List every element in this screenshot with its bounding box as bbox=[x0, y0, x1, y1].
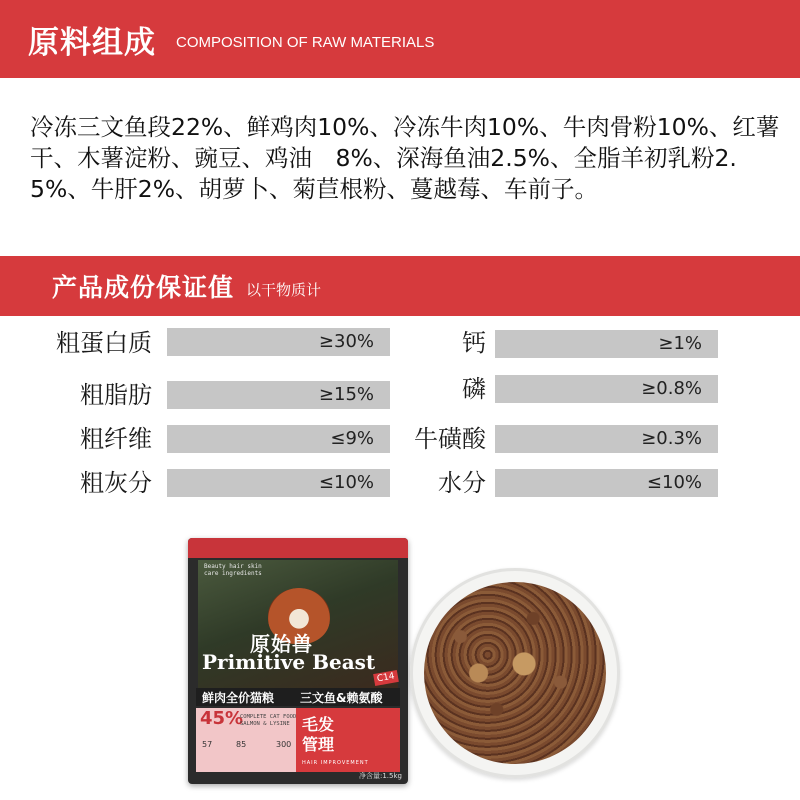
nutrient-label: 粗蛋白质 bbox=[56, 329, 152, 357]
nutrient-value-bar: ≥30% bbox=[167, 328, 390, 356]
package-badge: C14 bbox=[373, 670, 398, 686]
package-stat-2: 85 bbox=[236, 740, 247, 749]
raw-materials-title-en: COMPOSITION OF RAW MATERIALS bbox=[176, 33, 435, 51]
guarantee-title: 产品成份保证值 bbox=[52, 273, 235, 302]
nutrient-label: 粗灰分 bbox=[80, 469, 152, 497]
package-line-flavor: 三文鱼&赖氨酸 bbox=[300, 691, 383, 705]
food-bowl-image bbox=[410, 568, 620, 778]
nutrient-label: 粗脂肪 bbox=[80, 381, 152, 409]
nutrient-value-bar: ≤9% bbox=[167, 425, 390, 453]
nutrient-value-bar: ≥15% bbox=[167, 381, 390, 409]
package-line-cn: 鲜肉全价猫粮 bbox=[202, 691, 275, 705]
nutrient-value-bar: ≤10% bbox=[167, 469, 390, 497]
package-tagline: Beauty hair skin care ingredients bbox=[204, 563, 262, 577]
package-feature-1: 毛发 bbox=[302, 715, 335, 734]
nutrient-label: 水分 bbox=[438, 469, 486, 497]
nutrient-value-bar: ≥1% bbox=[495, 330, 718, 358]
package-brand-en: Primitive Beast bbox=[202, 650, 376, 674]
package-stat-3: 300 bbox=[276, 740, 292, 749]
nutrient-label: 钙 bbox=[462, 329, 486, 357]
nutrient-label: 粗纤维 bbox=[80, 425, 152, 453]
package-percent: 45% bbox=[200, 708, 244, 729]
guarantee-subtitle: 以干物质计 bbox=[246, 280, 322, 299]
product-package-image bbox=[188, 538, 408, 784]
package-feature-2: 管理 bbox=[302, 735, 335, 754]
nutrient-label: 牛磺酸 bbox=[414, 425, 486, 453]
package-product-line bbox=[196, 688, 400, 706]
nutrient-value-bar: ≤10% bbox=[495, 469, 718, 497]
raw-materials-header bbox=[0, 0, 800, 78]
guarantee-header bbox=[0, 256, 800, 316]
package-stat-1: 57 bbox=[202, 740, 213, 749]
nutrient-label: 磷 bbox=[462, 375, 486, 403]
raw-materials-title: 原料组成 bbox=[28, 24, 156, 61]
package-top-strip bbox=[188, 538, 408, 558]
package-brand-cn: 原始兽 bbox=[250, 632, 313, 656]
package-net-weight: 净含量:1.5kg bbox=[359, 772, 402, 780]
package-feature-panel bbox=[296, 708, 400, 772]
package-feature-en: HAIR IMPROVEMENT bbox=[302, 760, 369, 766]
package-english-desc: COMPLETE CAT FOOD SALMON & LYSINE bbox=[240, 714, 297, 727]
nutrient-value-bar: ≥0.8% bbox=[495, 375, 718, 403]
nutrient-value-bar: ≥0.3% bbox=[495, 425, 718, 453]
kibble-pile bbox=[424, 582, 606, 764]
ingredients-text: 冷冻三文鱼段22%、鲜鸡肉10%、冷冻牛肉10%、牛肉骨粉10%、红薯干、木薯淀粉、豌豆、鸡油 8%、深海鱼油2.5%、全脂羊初乳粉2.5%、牛肝2%、胡萝卜、菊苣根粉、蔓越莓、车前子。 bbox=[30, 113, 780, 203]
